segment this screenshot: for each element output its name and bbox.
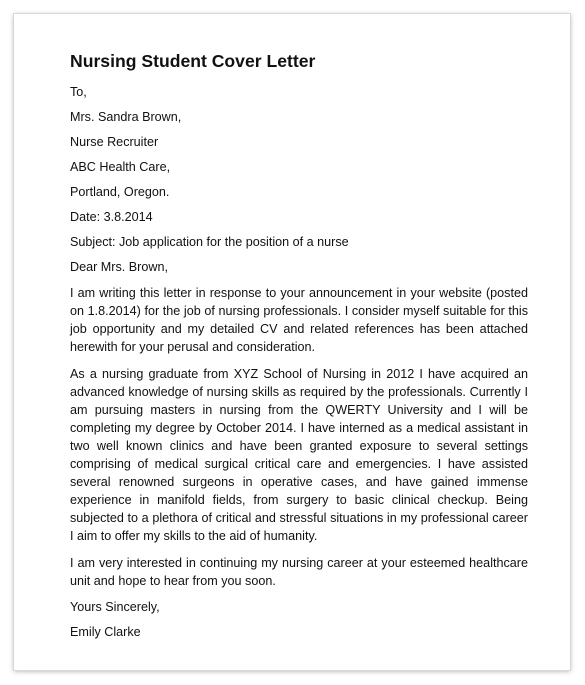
to-line: To, (70, 85, 87, 99)
company-location: Portland, Oregon. (70, 185, 170, 199)
closing-line: Yours Sincerely, (70, 600, 160, 614)
letter-subject: Subject: Job application for the position of a nurse (70, 235, 349, 249)
salutation: Dear Mrs. Brown, (70, 260, 168, 274)
company-name: ABC Health Care, (70, 160, 171, 174)
letter-title: Nursing Student Cover Letter (70, 51, 316, 71)
paragraph-experience: As a nursing graduate from XYZ School of Nursing in 2012 I have acquired an advanced knowledge of nursing skills as required by the professionals. Currently I am pursuing masters in nursing from the QWERTY University and I will be completing my degree by October 2014. I have interned as a medical assistant in two well known clinics and have been granted exposure to several settings comprising of medical surgical critical care and emergencies. I have assisted several renowned surgeons in operative cases, and have gained immense experience in manifold fields, from surgery to basic clinical checkup. Being subjected to a plethora of critical and stressful situations in my professional career I aim to offer my skills to the aid of humanity. (70, 367, 528, 543)
letter-date: Date: 3.8.2014 (70, 210, 153, 224)
document-page (14, 14, 570, 670)
recipient-name: Mrs. Sandra Brown, (70, 110, 182, 124)
letter-body (70, 50, 528, 649)
paragraph-intro: I am writing this letter in response to your announcement in your website (posted on 1.8.2014) for the job of nursing professionals. I consider myself suitable for this job opportunity and my detailed CV and related references has been attached herewith for your perusal and consideration. (70, 286, 528, 354)
paragraph-closing: I am very interested in continuing my nursing career at your esteemed healthcare unit and hope to hear from you soon. (70, 556, 528, 588)
recipient-role: Nurse Recruiter (70, 135, 159, 149)
signature-name: Emily Clarke (70, 625, 141, 639)
